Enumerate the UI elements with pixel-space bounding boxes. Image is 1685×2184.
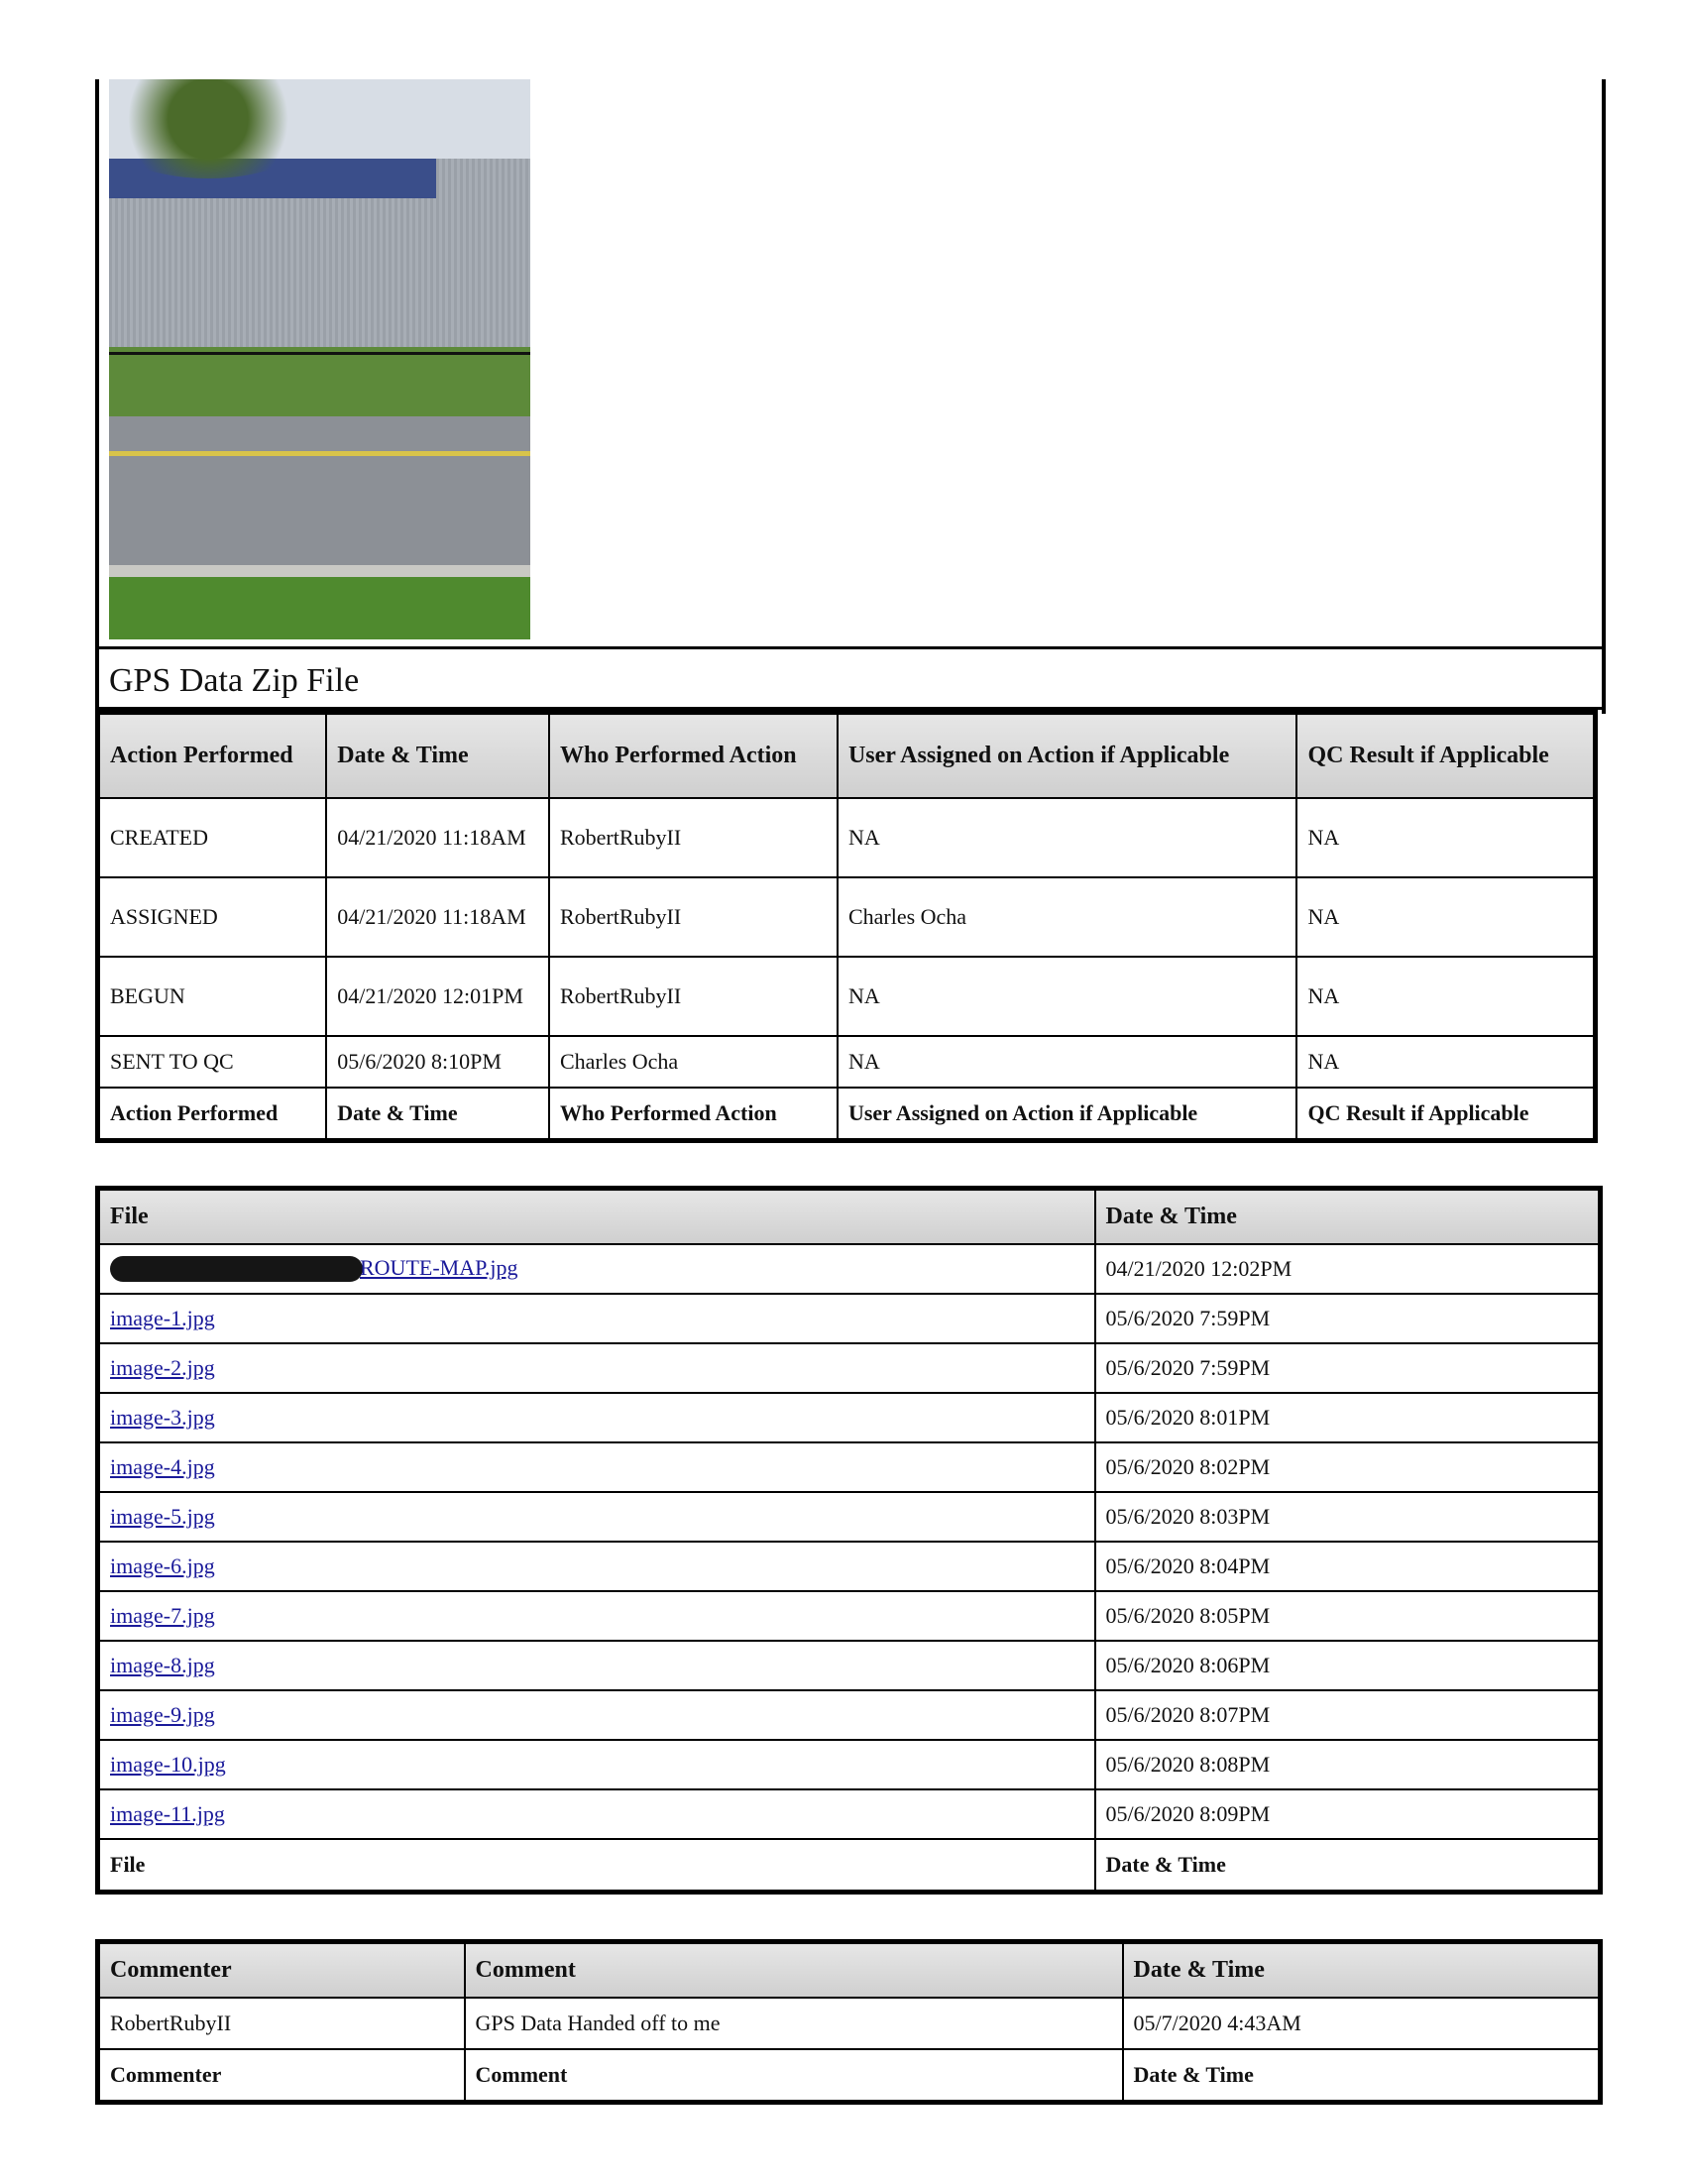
col-header: QC Result if Applicable (1296, 713, 1595, 798)
footer-cell: QC Result if Applicable (1296, 1088, 1595, 1141)
table-footer (98, 2049, 1601, 2103)
commenter: RobertRubyII (98, 1998, 465, 2049)
file-link[interactable]: image-4.jpg (110, 1453, 215, 1479)
table-row (98, 1294, 1601, 1343)
cell: CREATED (98, 798, 327, 877)
file-cell (98, 1542, 1095, 1591)
table-row (98, 1036, 1596, 1088)
section-title: GPS Data Zip File (99, 646, 1602, 710)
file-date: 05/6/2020 8:05PM (1095, 1591, 1601, 1641)
comments-table (95, 1939, 1603, 2105)
cell: 04/21/2020 11:18AM (326, 798, 549, 877)
file-cell (98, 1690, 1095, 1740)
cell: NA (1296, 1036, 1595, 1088)
table-row (98, 1244, 1601, 1294)
cell: 04/21/2020 12:01PM (326, 957, 549, 1036)
table-row (98, 798, 1596, 877)
file-date: 05/6/2020 8:04PM (1095, 1542, 1601, 1591)
cell: NA (838, 957, 1297, 1036)
site-photo (109, 79, 530, 639)
table-row (98, 1492, 1601, 1542)
cell: 04/21/2020 11:18AM (326, 877, 549, 957)
col-header: Date & Time (1095, 1189, 1601, 1244)
table-row (98, 1789, 1601, 1839)
footer-cell: Action Performed (98, 1088, 327, 1141)
file-link[interactable]: ROUTE-MAP.jpg (360, 1254, 518, 1280)
file-link[interactable]: image-8.jpg (110, 1652, 215, 1677)
file-cell (98, 1740, 1095, 1789)
footer-cell: Date & Time (326, 1088, 549, 1141)
col-header: User Assigned on Action if Applicable (838, 713, 1297, 798)
actions-table (95, 710, 1598, 1143)
cell: 05/6/2020 8:10PM (326, 1036, 549, 1088)
file-date: 05/6/2020 8:01PM (1095, 1393, 1601, 1442)
file-link[interactable]: image-6.jpg (110, 1552, 215, 1578)
file-link[interactable]: image-3.jpg (110, 1404, 215, 1430)
col-header: Who Performed Action (549, 713, 838, 798)
table-footer (98, 1839, 1601, 1893)
file-link[interactable]: image-7.jpg (110, 1602, 215, 1628)
file-date: 05/6/2020 8:08PM (1095, 1740, 1601, 1789)
cell: RobertRubyII (549, 877, 838, 957)
file-cell (98, 1393, 1095, 1442)
comment-date: 05/7/2020 4:43AM (1123, 1998, 1601, 2049)
cell: BEGUN (98, 957, 327, 1036)
file-cell (98, 1442, 1095, 1492)
file-cell (98, 1244, 1095, 1294)
table-row (98, 957, 1596, 1036)
footer-cell: Date & Time (1123, 2049, 1601, 2103)
file-cell (98, 1343, 1095, 1393)
redaction-mark (110, 1256, 363, 1282)
file-link[interactable]: image-11.jpg (110, 1800, 225, 1826)
cell: Charles Ocha (549, 1036, 838, 1088)
footer-cell: Date & Time (1095, 1839, 1601, 1893)
comment: GPS Data Handed off to me (465, 1998, 1123, 2049)
table-row (98, 1393, 1601, 1442)
file-link[interactable]: image-9.jpg (110, 1701, 215, 1727)
file-date: 05/6/2020 8:07PM (1095, 1690, 1601, 1740)
col-header: Comment (465, 1942, 1123, 1998)
file-date: 04/21/2020 12:02PM (1095, 1244, 1601, 1294)
cell: NA (838, 1036, 1297, 1088)
table-row (98, 1998, 1601, 2049)
file-cell (98, 1789, 1095, 1839)
file-date: 05/6/2020 8:09PM (1095, 1789, 1601, 1839)
file-cell (98, 1492, 1095, 1542)
file-cell (98, 1641, 1095, 1690)
cell: ASSIGNED (98, 877, 327, 957)
table-row (98, 1690, 1601, 1740)
file-date: 05/6/2020 7:59PM (1095, 1343, 1601, 1393)
col-header: File (98, 1189, 1095, 1244)
cell: NA (1296, 877, 1595, 957)
cell: RobertRubyII (549, 798, 838, 877)
footer-cell: File (98, 1839, 1095, 1893)
cell: Charles Ocha (838, 877, 1297, 957)
footer-cell: Comment (465, 2049, 1123, 2103)
file-cell (98, 1591, 1095, 1641)
table-row (98, 1343, 1601, 1393)
file-link[interactable]: image-10.jpg (110, 1751, 226, 1777)
cell: NA (1296, 798, 1595, 877)
file-date: 05/6/2020 7:59PM (1095, 1294, 1601, 1343)
table-row (98, 1740, 1601, 1789)
col-header: Action Performed (98, 713, 327, 798)
file-cell (98, 1294, 1095, 1343)
cell: NA (1296, 957, 1595, 1036)
table-footer (98, 1088, 1596, 1141)
cell: NA (838, 798, 1297, 877)
file-date: 05/6/2020 8:06PM (1095, 1641, 1601, 1690)
files-table (95, 1186, 1603, 1895)
col-header: Date & Time (326, 713, 549, 798)
table-row (98, 1442, 1601, 1492)
photo-section (95, 79, 1606, 714)
table-row (98, 877, 1596, 957)
table-row (98, 1542, 1601, 1591)
file-link[interactable]: image-1.jpg (110, 1305, 215, 1330)
file-date: 05/6/2020 8:02PM (1095, 1442, 1601, 1492)
table-row (98, 1591, 1601, 1641)
footer-cell: Commenter (98, 2049, 465, 2103)
col-header: Date & Time (1123, 1942, 1601, 1998)
col-header: Commenter (98, 1942, 465, 1998)
file-link[interactable]: image-2.jpg (110, 1354, 215, 1380)
cell: SENT TO QC (98, 1036, 327, 1088)
cell: RobertRubyII (549, 957, 838, 1036)
footer-cell: User Assigned on Action if Applicable (838, 1088, 1297, 1141)
file-link[interactable]: image-5.jpg (110, 1503, 215, 1529)
footer-cell: Who Performed Action (549, 1088, 838, 1141)
file-date: 05/6/2020 8:03PM (1095, 1492, 1601, 1542)
table-row (98, 1641, 1601, 1690)
